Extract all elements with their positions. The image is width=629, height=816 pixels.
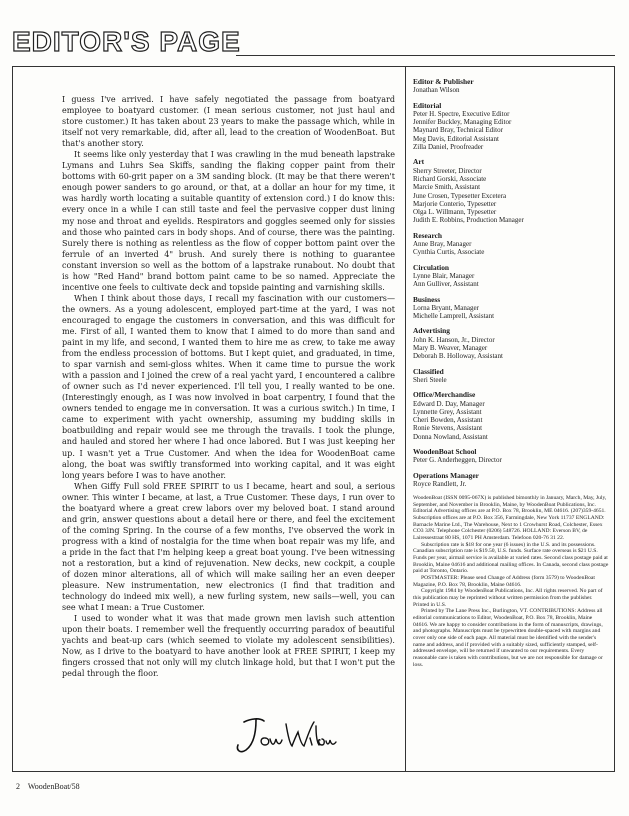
issue-label: WoodenBoat/58: [27, 782, 80, 791]
publication-info-paragraph: WoodenBoat (ISSN 0095-067X) is published bimonthly in January, March, May, July, September, and November in Brooklin, Maine, by WoodenBoat Publications, Inc. Editorial Advertising offices are at P.O. Box 78, Brooklin, ME 04616. (207)359-4651. Subscription offices are at P.O. Box 356, Farmingdale, New York 11737 ENGLAND: Barnacle Marine Ltd., The Warehouse, Next to 1 Crowhurst Road, Colchester, Essex CO3 3JN. Telephone Colchester (0206) 548726. HOLLAND: Everson BV, de Lairessestraat 80 HS, 1071 PH Amsterdam. Telefoon 020-76 31 22.: [413, 495, 607, 542]
masthead-section-editorial: [413, 102, 609, 152]
masthead-line: Lynnette Grey, Assistant: [413, 407, 482, 416]
masthead-heading: Circulation: [413, 262, 449, 272]
masthead-line: Marjorie Conterio, Typesetter: [413, 199, 497, 208]
publication-info-paragraph: Printed by The Lane Press Inc., Burlington, VT. CONTRIBUTIONS: Address all editorial communications to Editor, WoodenBoat, P.O. Box 78, Brooklin, Maine 04616. We are happy to consider contributions in the form of manuscripts, drawings, and photographs. Manuscripts must be typewritten double-spaced with margins and cover only one side of each page. All material must be identified with the sender's name and address, and if provided with a suitably sized, sufficiently stamped, self-addressed envelope, will be returned if unwanted to our requirements. Every reasonable care is taken with contributions, but we are not responsible for damage or loss.: [413, 608, 603, 668]
masthead-line: Peter G. Anderheggen, Director: [413, 456, 502, 465]
masthead-line: Sheri Steele: [413, 375, 447, 384]
column-divider: [405, 66, 406, 772]
masthead-heading: Classified: [413, 366, 444, 376]
masthead-section-research: [413, 232, 609, 257]
masthead-line: Lorna Bryant, Manager: [413, 303, 479, 312]
publication-info-paragraph: Copyright 1984 by WoodenBoat Publications, Inc. All rights reserved. No part of this publication may be reprinted without written permission from the publisher. Printed in U.S.: [413, 588, 603, 608]
masthead-line: Maynard Bray, Technical Editor: [413, 126, 503, 135]
page-number: 2: [16, 782, 20, 791]
masthead-line: Edward D. Day, Manager: [413, 399, 485, 408]
editorial-article: [62, 94, 395, 759]
masthead-line: Donna Nowland, Assistant: [413, 432, 488, 441]
masthead-heading: Editorial: [413, 100, 442, 110]
masthead-line: Jonathan Wilson: [413, 86, 460, 95]
masthead-line: Ronie Stevens, Assistant: [413, 424, 483, 433]
masthead-section-advertising: [413, 327, 609, 360]
masthead-line: Cynthia Curtis, Associate: [413, 248, 485, 257]
masthead-section-classified: [413, 368, 609, 385]
masthead-line: Olga L. Willmann, Typesetter: [413, 208, 497, 217]
masthead-heading: Research: [413, 230, 443, 240]
article-paragraph: I used to wonder what it was that made grown men lavish such attention upon their boats. I remember well the frequently occurring paradox of beautiful yachts and beat-up cars (which seemed to violate my adolescent sensibilities). Now, as I drive to the boatyard to have another look at FREE SPIRIT, I keep my fingers crossed that not only will my clutch linkage hold, but that I won't put the pedal through the floor.: [62, 614, 395, 679]
masthead-line: Meg Davis, Editorial Assistant: [413, 134, 499, 143]
page-footer: [16, 782, 86, 791]
signature-jon-wilson: [230, 712, 340, 762]
masthead-heading: Art: [413, 157, 425, 167]
masthead-heading: WoodenBoat School: [413, 446, 477, 456]
masthead-section-art: [413, 158, 609, 224]
page-title: EDITOR'S PAGE: [12, 26, 241, 57]
masthead-section-school: [413, 448, 609, 465]
masthead-line: Michelle Lamprell, Assistant: [413, 312, 495, 321]
masthead-heading: Office/Merchandise: [413, 390, 476, 400]
masthead-line: June Crosen, Typesetter Excetera: [413, 191, 507, 200]
masthead-line: Sherry Streeter, Director: [413, 166, 482, 175]
masthead-heading: Advertising: [413, 326, 450, 336]
masthead-section-business: [413, 296, 609, 321]
masthead-heading: Editor & Publisher: [413, 78, 474, 86]
masthead-section-office-merchandise: [413, 391, 609, 441]
publication-info: [413, 495, 609, 668]
masthead-line: Mary B. Weaver, Manager: [413, 344, 488, 353]
masthead-line: Cheri Bowden, Assistant: [413, 416, 483, 425]
masthead-line: John K. Hanson, Jr., Director: [413, 335, 495, 344]
masthead-line: Peter H. Spectre, Executive Editor: [413, 109, 510, 118]
masthead-line: Zilla Daniel, Proofreader: [413, 143, 484, 152]
masthead-heading: Business: [413, 294, 441, 304]
masthead-line: Ann Gulliver, Assistant: [413, 280, 479, 289]
title-rule: [236, 55, 615, 56]
masthead-heading: Operations Manager: [413, 470, 479, 480]
masthead-line: Richard Gorski, Associate: [413, 174, 487, 183]
publication-info-paragraph: Subscription rate is $18 for one year (6 issues) in the U.S. and its possessions. Canadian subscription rate is $19.50, U.S. funds. Surface rate overseas is $21 U.S. Funds per year, airmail service is available at varied rates. Second class postage paid at Brooklin, Maine 04616 and additional mailing offices. In Canada, second class postage paid at Toronto, Ontario.: [413, 541, 609, 575]
article-paragraph: It seems like only yesterday that I was crawling in the mud beneath lapstrake Lymans and Luhrs Sea Skiffs, sanding the flaking copper paint from their bottoms with 60-grit paper on a 3M sanding block. (It may be that there weren't enough power sanders to go around, or that, at a dollar an hour for my time, it was hardly worth locating a suitable quantity of extension cord.) I do know this: every once in a while I can still taste and feel the pervasive copper dust lining my nose and throat and eyelids. Respirators and goggles seemed only for sissies and those who painted cars in body shops. And of course, there was the painting. Surely there is nothing as relentless as the flow of copper bottom paint over the ferrule of an inverted 4" brush. And surely there is nothing to guarantee constant inversion so well as the bottom of a lapstrake runabout. No doubt that is how "Red Hand" brand bottom paint came to be so named. Appreciate the incentive one feels to cultivate deck and topside painting and varnishing skills.: [62, 150, 395, 292]
publication-info-paragraph: POSTMASTER: Please send Change of Address (form 3579) to WoodenBoat Magazine, P.O. Box 78, Brooklin, Maine 04616.: [413, 575, 595, 588]
masthead: [413, 78, 609, 768]
masthead-line: Royce Randlett, Jr.: [413, 479, 467, 488]
masthead-line: Deborah B. Holloway, Assistant: [413, 352, 503, 361]
masthead-section-editor-publisher: [413, 78, 609, 95]
masthead-line: Lynne Blair, Manager: [413, 271, 475, 280]
masthead-line: Jennifer Buckley, Managing Editor: [413, 118, 512, 127]
masthead-section-operations: [413, 472, 609, 489]
masthead-section-circulation: [413, 264, 609, 289]
masthead-line: Marcie Smith, Assistant: [413, 183, 481, 192]
article-paragraph: I guess I've arrived. I have safely negotiated the passage from boatyard employee to boatyard customer. (I mean serious customer, not just haul and store customer.) It has taken about 23 years to make the passage which, while in itself not very remarkable, did, after all, lead to the creation of WoodenBoat. But that's another story.: [62, 95, 395, 149]
masthead-line: Anne Bray, Manager: [413, 240, 472, 249]
article-paragraph: When Giffy Full sold FREE SPIRIT to us I became, heart and soul, a serious owner. This winter I became, at last, a True Customer. These days, I run over to the boatyard where a great crew labors over my beloved boat. I stand around and grin, answer questions about a detail here or there, and feel the excitement of the coming Spring. In the course of a few months, I've observed the work in progress with a kind of nostalgia for the time when boat repair was my life, and a pride in the fact that I'm helping keep a great boat young. I've been witnessing not a restoration, but a kind of rejuvenation. New decks, new cockpit, a couple of dozen minor alterations, all of which will make sailing her an even deeper pleasure. New instrumentation, new electronics (I find that tradition and technology do indeed mix well), a new furling system, new sails—well, you can see what I mean: a True Customer.: [62, 481, 395, 613]
masthead-line: Judith E. Robbins, Production Manager: [413, 216, 524, 225]
article-paragraph: When I think about those days, I recall my fascination with our customers—the owners. As a young adolescent, employed part-time at the yard, I was not encouraged to engage the customers in conversation, and this was difficult for me. First of all, I wanted them to know that I aimed to do more than sand and paint in my life, and second, I wanted them to hire me as crew, to take me away from the endless procession of bottoms. But I kept quiet, and graduated, in time, to spar varnish and semi-gloss whites. When it came time to pursue the work with a passion and I joined the crew of a real yacht yard, I encountered a calibre of owner such as I'd never experienced. I'll tell you, I really wanted to be one. (Interestingly enough, as I was now involved in boat carpentry, I found that the owners tended to engage me in conversation. It was a curious switch.) In time, I came to experiment with yacht ownership, assuming my budding skills in boatbuilding and repair would see me through the travails. I took the plunge, and hauled and stored her where I had once labored. But I was just keeping her up. I wasn't yet a True Customer. And when the idea for WoodenBoat came along, the boat was swiftly transformed into working capital, and it was eight long years before I was to have another.: [62, 293, 395, 480]
